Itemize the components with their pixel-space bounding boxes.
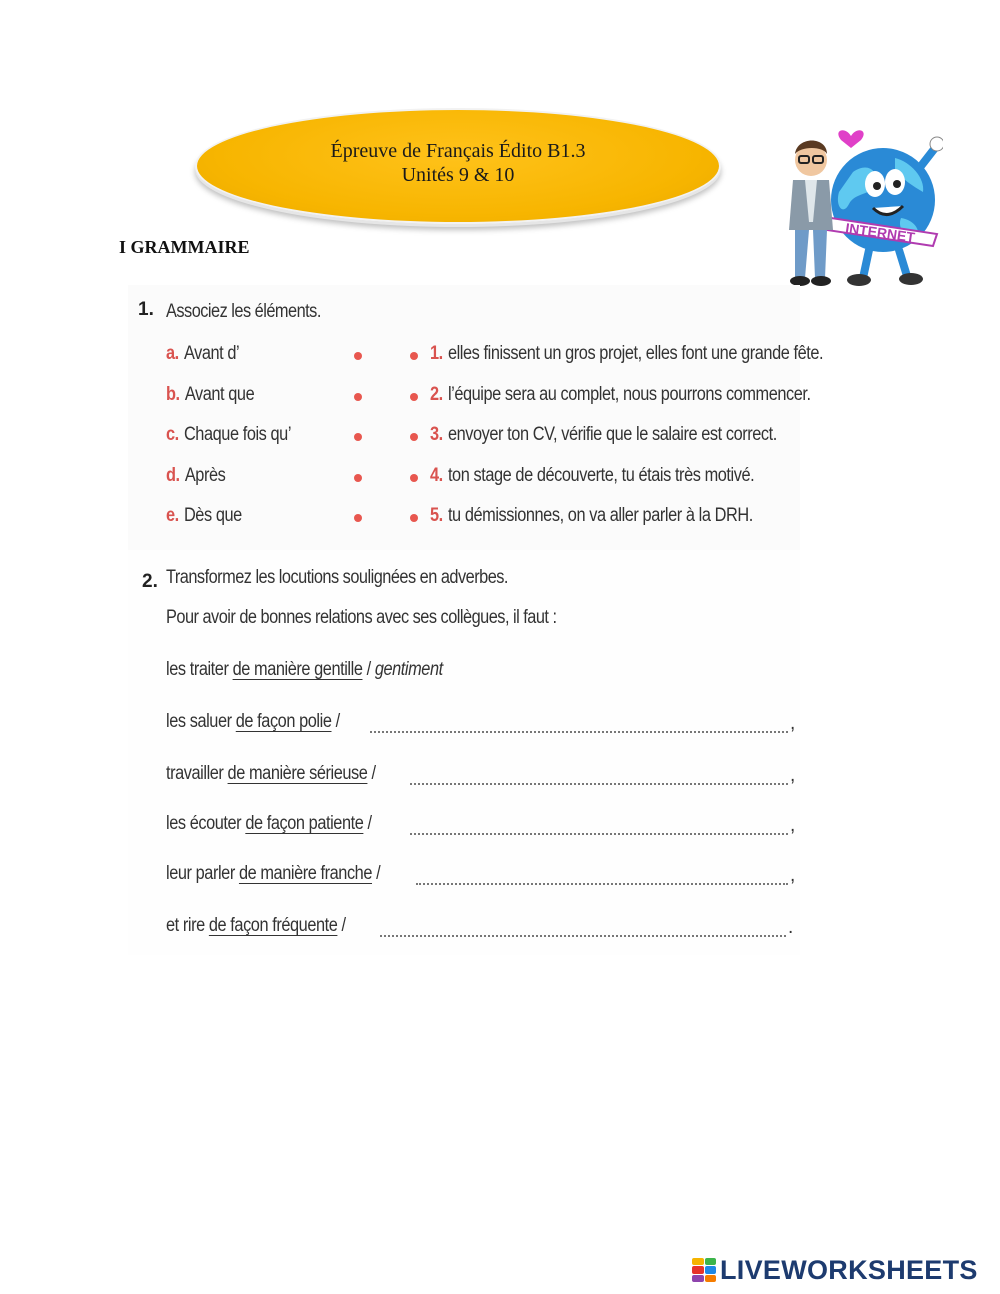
match-right-dot-1[interactable] (410, 352, 418, 360)
match-right-1: 1. elles finissent un gros projet, elles font une grande fête. (430, 343, 824, 364)
transform-line-6: et rire de façon fréquente / (166, 915, 346, 936)
match-right-3: 3. envoyer ton CV, vérifie que le salaire est correct. (430, 424, 777, 445)
match-right-dot-4[interactable] (410, 474, 418, 482)
logo-block-1 (692, 1258, 704, 1265)
liveworksheets-logo (692, 1255, 978, 1285)
transform-line-4: les écouter de façon patiente / (166, 813, 372, 834)
exercise-2-intro: Pour avoir de bonnes relations avec ses collègues, il faut : (166, 607, 557, 628)
match-left-dot-d[interactable] (354, 474, 362, 482)
logo-blocks-icon (692, 1258, 716, 1282)
transform-line-1: les traiter de manière gentille / gentiment (166, 659, 443, 680)
title-line-2: Unités 9 & 10 (401, 164, 515, 186)
section-title: I GRAMMAIRE (119, 237, 250, 257)
match-right-2: 2. l’équipe sera au complet, nous pourrons commencer. (430, 384, 811, 405)
match-left-a: a. Avant d’ (166, 343, 240, 364)
transform-line-5: leur parler de manière franche / (166, 863, 381, 884)
line-4-end: , (790, 815, 795, 836)
line-3-end: , (790, 765, 795, 786)
answer-blank-3[interactable] (410, 783, 788, 785)
answer-blank-2[interactable] (370, 731, 788, 733)
match-left-dot-e[interactable] (354, 514, 362, 522)
transform-line-2: les saluer de façon polie / (166, 711, 340, 732)
answer-blank-4[interactable] (410, 833, 788, 835)
line-2-end: , (790, 713, 795, 734)
match-left-dot-b[interactable] (354, 393, 362, 401)
logo-text: LIVEWORKSHEETS (720, 1254, 978, 1285)
internet-mascot-icon (783, 122, 943, 288)
logo-block-2 (705, 1258, 717, 1265)
exercise-2-number: 2. (142, 571, 158, 592)
line-5-end: , (790, 865, 795, 886)
answer-example: gentiment (374, 659, 443, 680)
line-6-end: . (788, 917, 793, 938)
exercise-1-number: 1. (138, 299, 154, 320)
logo-block-4 (705, 1266, 717, 1273)
exercise-1-instruction: Associez les éléments. (166, 301, 321, 322)
match-left-d: d. Après (166, 465, 226, 486)
match-right-dot-5[interactable] (410, 514, 418, 522)
match-right-dot-2[interactable] (410, 393, 418, 401)
match-left-c: c. Chaque fois qu’ (166, 424, 292, 445)
match-right-4: 4. ton stage de découverte, tu étais très motivé. (430, 465, 755, 486)
exercise-area (128, 285, 824, 955)
answer-blank-6[interactable] (380, 935, 786, 937)
exercise-2-instruction: Transformez les locutions soulignées en adverbes. (166, 567, 508, 588)
logo-block-6 (705, 1275, 717, 1282)
mascot-badge-label: INTERNET (844, 219, 916, 246)
match-left-dot-a[interactable] (354, 352, 362, 360)
match-left-b: b. Avant que (166, 384, 255, 405)
match-right-5: 5. tu démissionnes, on va aller parler à la DRH. (430, 505, 753, 526)
match-left-e: e. Dès que (166, 505, 242, 526)
match-right-dot-3[interactable] (410, 433, 418, 441)
title-line-1: Épreuve de Français Édito B1.3 (330, 140, 586, 162)
answer-blank-5[interactable] (416, 883, 788, 885)
logo-block-5 (692, 1275, 704, 1282)
logo-block-3 (692, 1266, 704, 1273)
transform-line-3: travailler de manière sérieuse / (166, 763, 376, 784)
title-banner (195, 108, 721, 224)
match-left-dot-c[interactable] (354, 433, 362, 441)
